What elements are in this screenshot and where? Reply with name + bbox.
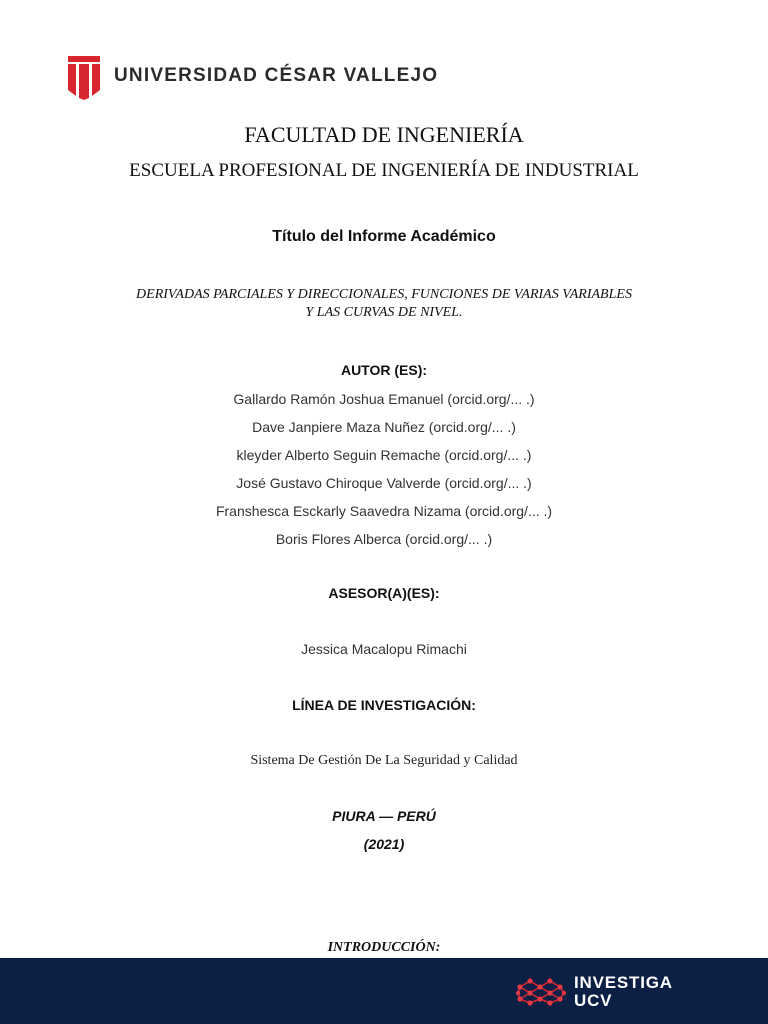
advisor-name: Jessica Macalopu Rimachi — [301, 641, 467, 657]
network-dots-icon — [516, 977, 568, 1007]
introduction-heading: INTRODUCCIÓN: — [327, 940, 441, 955]
faculty-title: FACULTAD DE INGENIERÍA — [244, 122, 524, 147]
footer-banner — [0, 958, 768, 1024]
investiga-ucv-text — [574, 974, 673, 1010]
report-title-label: Título del Informe Académico — [272, 228, 496, 245]
investiga-label: INVESTIGA — [574, 973, 673, 992]
author-item: José Gustavo Chiroque Valverde (orcid.org/... .) — [236, 475, 532, 491]
university-name: UNIVERSIDAD CÉSAR VALLEJO — [114, 65, 439, 86]
research-line-label: LÍNEA DE INVESTIGACIÓN: — [292, 697, 476, 713]
subject-line-2: Y LAS CURVAS DE NIVEL. — [305, 305, 463, 320]
authors-list — [0, 390, 768, 558]
author-item: kleyder Alberto Seguin Remache (orcid.org/... .) — [236, 447, 532, 463]
place: PIURA — PERÚ — [332, 808, 436, 824]
author-item: Gallardo Ramón Joshua Emanuel (orcid.org/... .) — [233, 391, 535, 407]
year: (2021) — [363, 836, 405, 852]
author-item: Dave Janpiere Maza Nuñez (orcid.org/... .) — [252, 419, 516, 435]
school-title: ESCUELA PROFESIONAL DE INGENIERÍA DE INDUSTRIAL — [129, 160, 639, 181]
investiga-ucv-logo — [516, 974, 673, 1010]
author-item: Boris Flores Alberca (orcid.org/... .) — [275, 531, 493, 547]
university-logo — [66, 52, 438, 100]
authors-label: AUTOR (ES): — [340, 362, 428, 378]
research-line-value: Sistema De Gestión De La Seguridad y Calidad — [250, 753, 518, 768]
report-subject — [0, 286, 768, 322]
advisor-label: ASESOR(A)(ES): — [328, 585, 440, 601]
subject-line-1: DERIVADAS PARCIALES Y DIRECCIONALES, FUNCIONES DE VARIAS VARIABLES — [136, 287, 632, 302]
author-item: Franshesca Esckarly Saavedra Nizama (orcid.org/... .) — [215, 503, 553, 519]
ucv-label: UCV — [574, 991, 613, 1010]
ucv-shield-icon — [66, 52, 102, 100]
